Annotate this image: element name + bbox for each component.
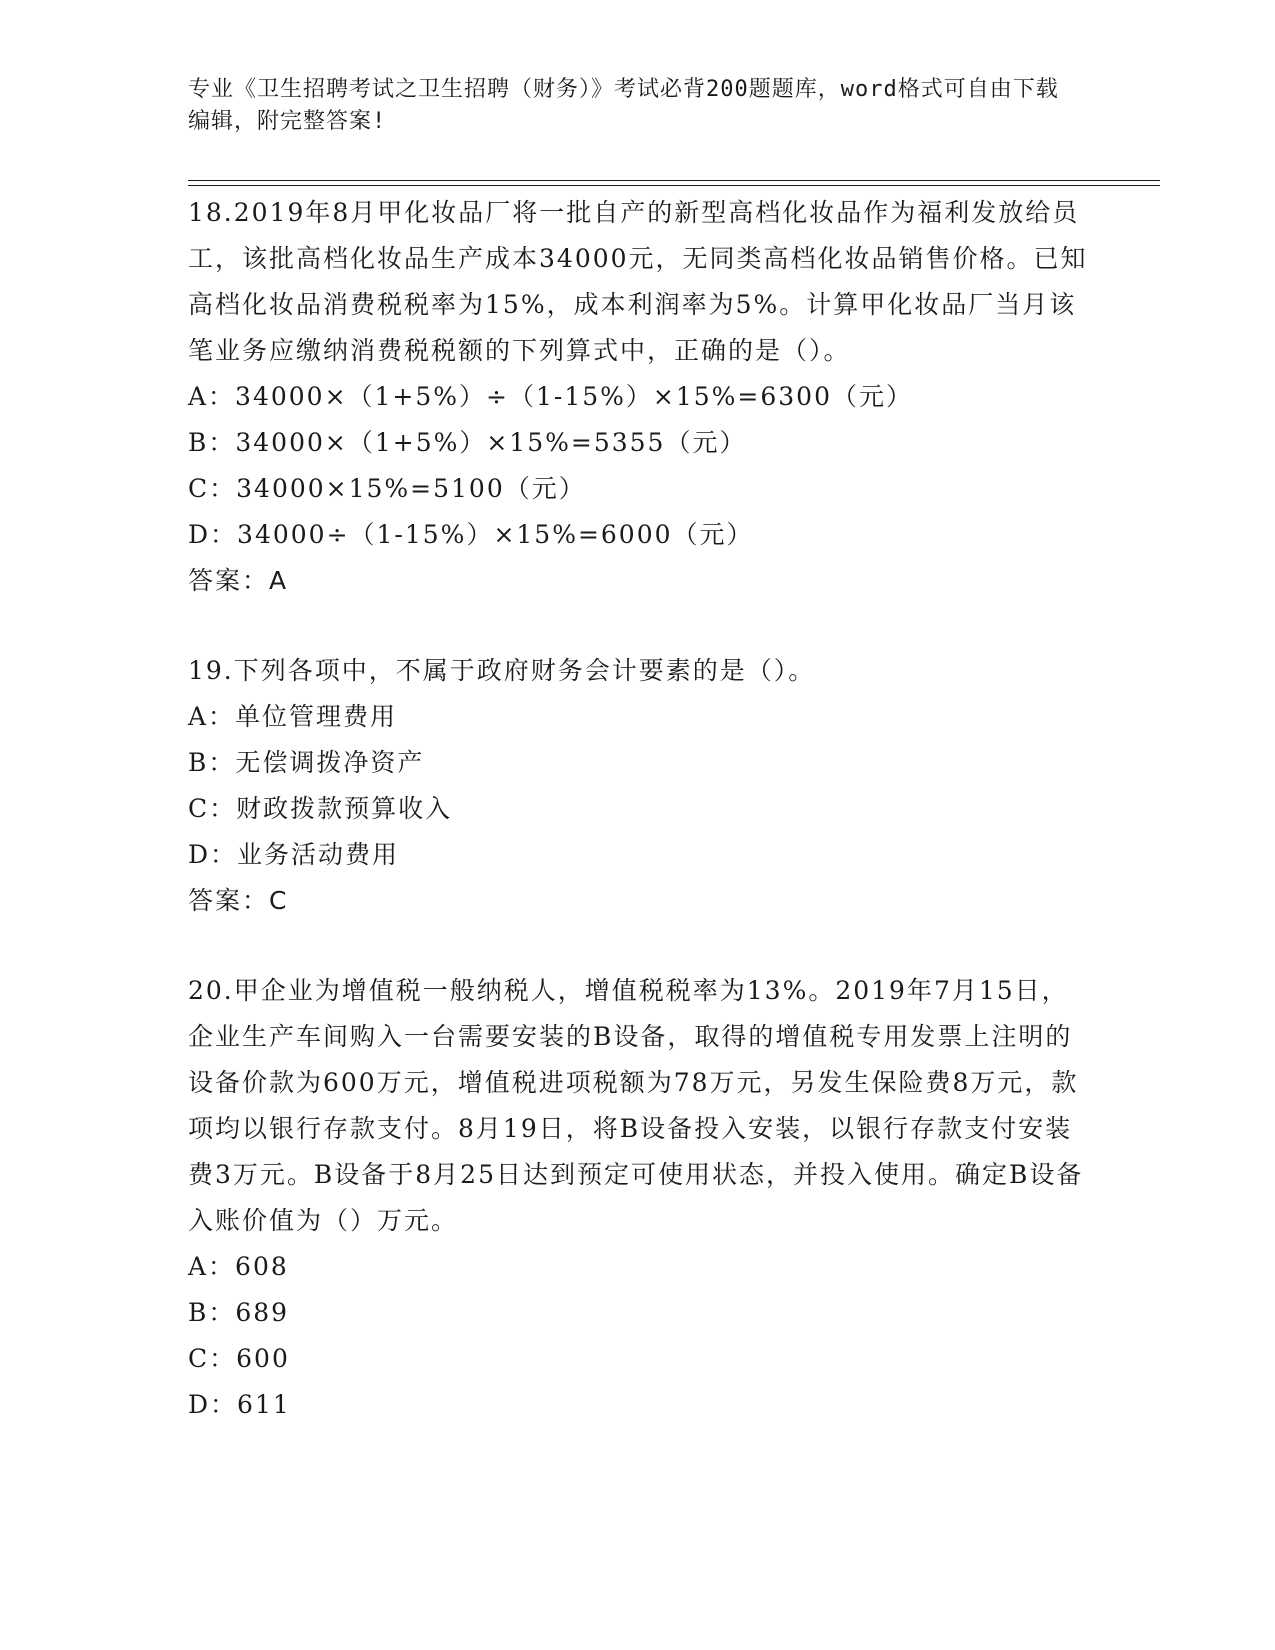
question-stem: 19.下列各项中，不属于政府财务会计要素的是（）。	[188, 656, 816, 685]
option-a: A：608	[188, 1252, 289, 1281]
answer-label: 答案：C	[188, 886, 289, 915]
question-list	[188, 190, 1088, 1428]
option-b: B：34000×（1+5%）×15%=5355（元）	[188, 428, 747, 457]
option-c: C：600	[188, 1344, 290, 1373]
option-b: B：689	[188, 1298, 290, 1327]
question-18	[188, 190, 1088, 604]
question-spacer	[188, 924, 1088, 968]
option-d: D：611	[188, 1390, 291, 1419]
document-header: 专业《卫生招聘考试之卫生招聘（财务）》考试必背200题题库，word格式可自由下载编辑，附完整答案!	[188, 77, 1059, 134]
header-divider-bottom	[188, 185, 1160, 186]
question-20	[188, 968, 1088, 1428]
option-a: A：34000×（1+5%）÷（1-15%）×15%=6300（元）	[188, 382, 913, 411]
question-spacer	[188, 604, 1088, 648]
option-b: B：无偿调拨净资产	[188, 748, 425, 777]
question-19	[188, 648, 1088, 924]
option-d: D：业务活动费用	[188, 840, 400, 869]
option-c: C：财政拨款预算收入	[188, 794, 453, 823]
question-stem: 18.2019年8月甲化妆品厂将一批自产的新型高档化妆品作为福利发放给员工，该批高档化妆品生产成本34000元，无同类高档化妆品销售价格。已知高档化妆品消费税税率为15%，成本利润率为5%。计算甲化妆品厂当月该笔业务应缴纳消费税税额的下列算式中，正确的是（）。	[188, 198, 1088, 365]
header-divider-top	[188, 180, 1160, 181]
answer-label: 答案：A	[188, 566, 289, 595]
option-c: C：34000×15%=5100（元）	[188, 474, 586, 503]
question-stem: 20.甲企业为增值税一般纳税人，增值税税率为13%。2019年7月15日，企业生产车间购入一台需要安装的B设备，取得的增值税专用发票上注明的设备价款为600万元，增值税进项税额为78万元，另发生保险费8万元，款项均以银行存款支付。8月19日，将B设备投入安装，以银行存款支付安装费3万元。B设备于8月25日达到预定可使用状态，并投入使用。确定B设备入账价值为（）万元。	[188, 976, 1084, 1235]
option-d: D：34000÷（1-15%）×15%=6000（元）	[188, 520, 754, 549]
option-a: A：单位管理费用	[188, 702, 398, 731]
